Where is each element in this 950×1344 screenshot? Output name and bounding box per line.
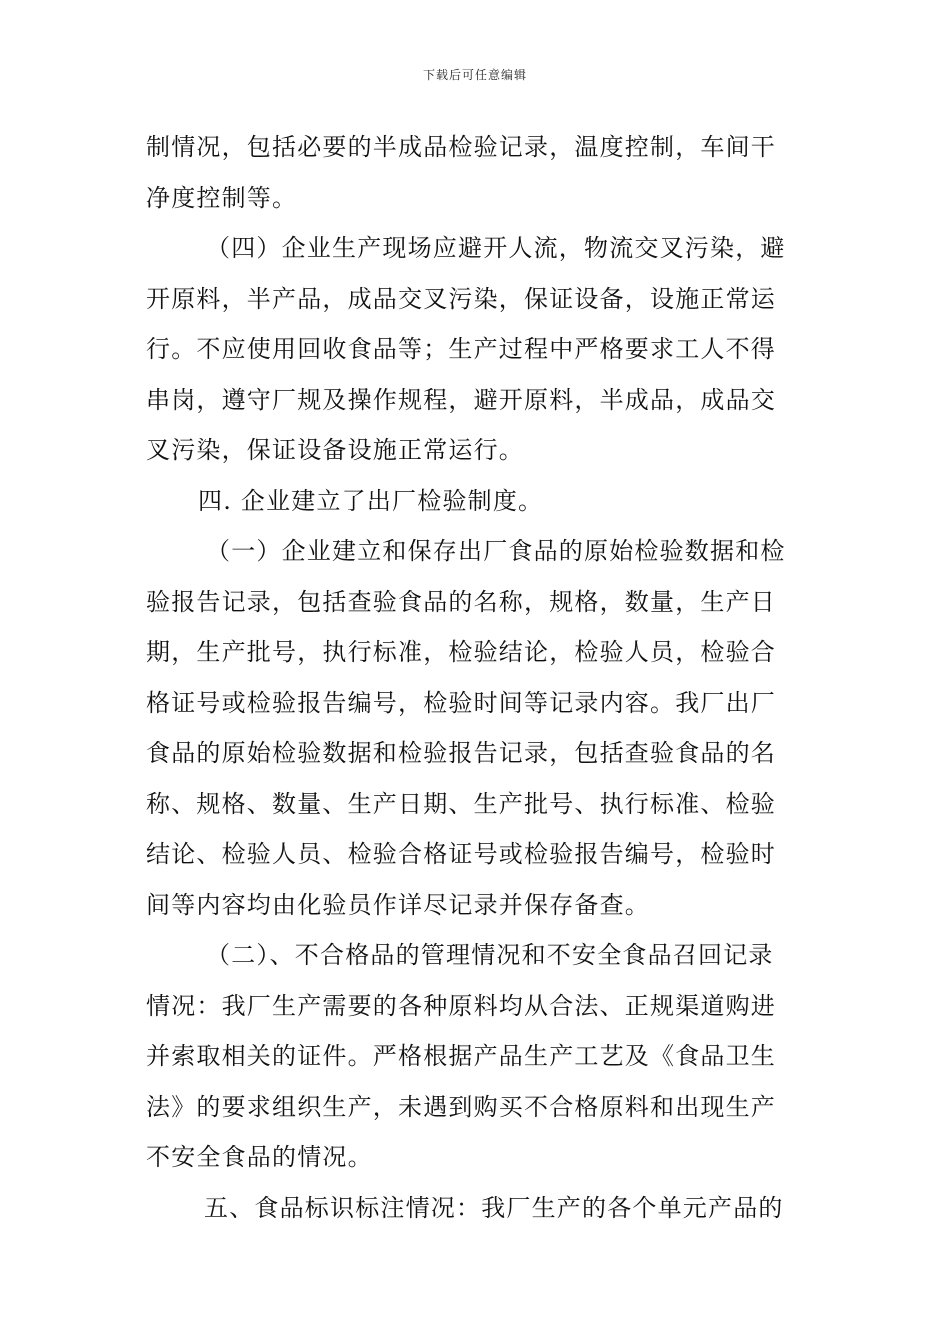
paragraph-line: 并索取相关的证件。严格根据产品生产工艺及《食品卫生 bbox=[146, 1042, 776, 1070]
paragraph-line: 制情况，包括必要的半成品检验记录，温度控制，车间干 bbox=[146, 133, 776, 161]
page-header-note: 下载后可任意编辑 bbox=[422, 68, 527, 82]
paragraph-line: 行。不应使用回收食品等；生产过程中严格要求工人不得 bbox=[146, 335, 776, 363]
paragraph-line: 称、规格、数量、生产日期、生产批号、执行标准、检验 bbox=[146, 789, 776, 818]
paragraph-line: 食品的原始检验数据和检验报告记录，包括查验食品的名 bbox=[146, 739, 776, 767]
paragraph-line: （二）、不合格品的管理情况和不安全食品召回记录 bbox=[206, 941, 774, 969]
paragraph-line: （四）企业生产现场应避开人流，物流交叉污染，避 bbox=[206, 234, 786, 262]
document-body bbox=[146, 122, 806, 1233]
paragraph-line: 结论、检验人员、检验合格证号或检验报告编号，检验时 bbox=[146, 840, 776, 868]
paragraph-line: 开原料，半产品，成品交叉污染，保证设备，设施正常运 bbox=[146, 284, 776, 313]
paragraph-line: 间等内容均由化验员作详尽记录并保存备查。 bbox=[146, 890, 650, 919]
paragraph-line: 净度控制等。 bbox=[146, 183, 298, 212]
paragraph-line: 期，生产批号，执行标准，检验结论，检验人员，检验合 bbox=[146, 638, 776, 666]
paragraph-line: 串岗，遵守厂规及操作规程，避开原料，半成品，成品交 bbox=[146, 385, 776, 414]
paragraph-line: 情况：我厂生产需要的各种原料均从合法、正规渠道购进 bbox=[146, 991, 776, 1020]
paragraph-line: （一）企业建立和保存出厂食品的原始检验数据和检 bbox=[206, 537, 786, 565]
section-heading: 四. 企业建立了出厂检验制度。 bbox=[198, 486, 544, 515]
section-heading: 五、食品标识标注情况：我厂生产的各个单元产品的 bbox=[204, 1193, 784, 1222]
paragraph-line: 法》的要求组织生产，未遇到购买不合格原料和出现生产 bbox=[146, 1092, 776, 1121]
paragraph-line: 格证号或检验报告编号，检验时间等记录内容。我厂出厂 bbox=[146, 688, 776, 717]
paragraph-line: 不安全食品的情况。 bbox=[146, 1143, 373, 1171]
paragraph-line: 验报告记录，包括查验食品的名称，规格，数量，生产日 bbox=[146, 587, 776, 616]
paragraph-line: 叉污染，保证设备设施正常运行。 bbox=[146, 436, 524, 464]
